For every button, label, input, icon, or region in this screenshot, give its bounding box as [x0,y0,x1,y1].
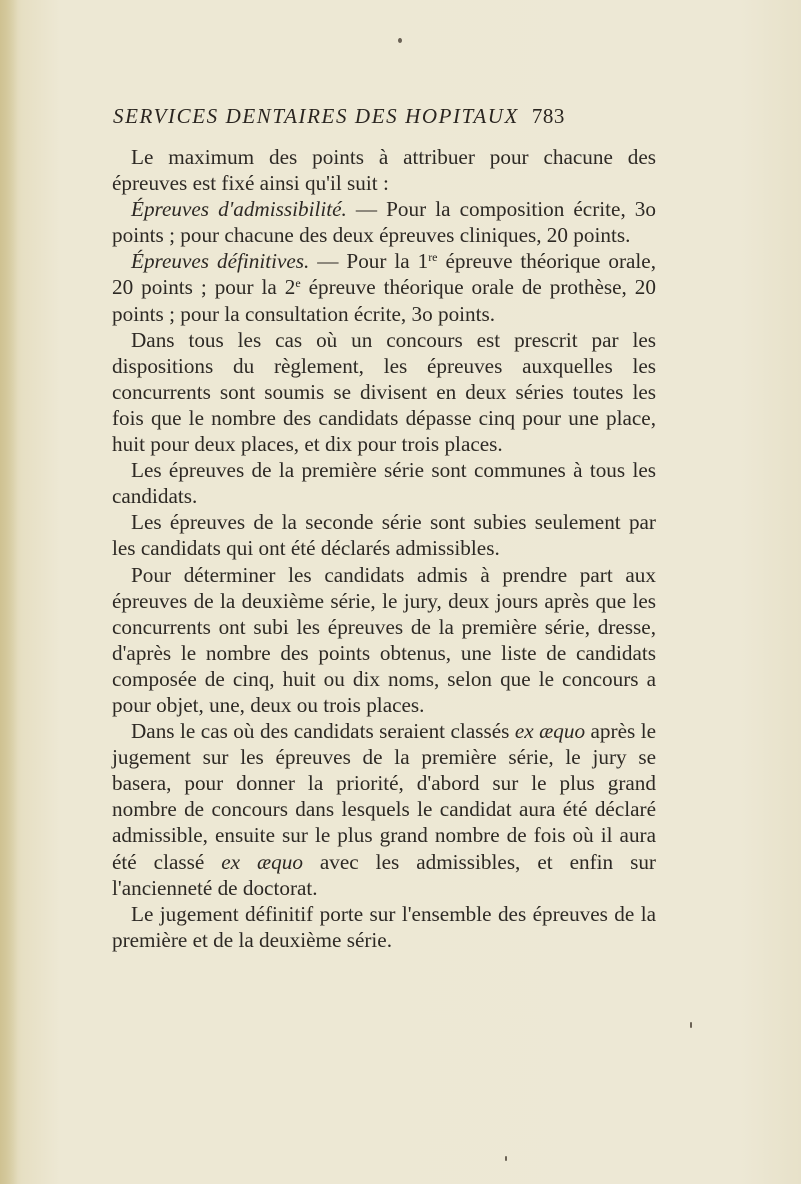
admissibility-label: Épreuves d'admissibilité. [131,197,347,222]
page-number: 783 [531,104,565,128]
running-title: SERVICES DENTAIRES DES HOPITAUX [113,104,519,128]
paragraph-ex-aequo: Dans le cas où des candidats seraient classés ex æquo après le jugement sur les épreuves de la première série, le jury se basera, pour donner la priorité, d'abord sur le plus grand nombre de concours dans lesquels le candidat aura été déclaré admissible, ensuite sur le plus grand nombre de fois où il aura été classé ex æquo avec les admissibles, et enfin sur l'ancienneté de doctorat. [112,719,656,900]
paragraph-second-series: Les épreuves de la seconde série sont subies seulement par les candidats qui ont été déclarés admissibles. [112,510,656,561]
paragraph-final-judgment: Le jugement définitif porte sur l'ensemble des épreuves de la première et de la deuxième série. [112,901,656,952]
paragraph-points-intro: Le maximum des points à attribuer pour chacune des épreuves est fixé ainsi qu'il suit : [112,145,656,196]
paper-speck [690,1022,692,1028]
body-text [112,144,656,953]
binding-edge [0,0,18,1184]
running-head [113,104,673,129]
final-tests-label: Épreuves définitives. [131,249,310,274]
paragraph-admission-list: Pour déterminer les candidats admis à prendre part aux épreuves de la deuxième série, le jury, deux jours après que les concurrents ont subi les épreuves de la première série, dresse, d'après le nombre des points obtenus, une liste de candidats composée de cinq, huit ou dix noms, selon que le concours a pour objet, une, deux ou trois places. [112,562,656,717]
paragraph-two-series: Dans tous les cas où un concours est prescrit par les dispositions du règlement, les épreuves auxquelles les concurrents sont soumis se divisent en deux séries toutes les fois que le nombre des candidats dépasse cinq pour une place, huit pour deux places, et dix pour trois places. [112,327,656,457]
paragraph-admissibility: Épreuves d'admissibilité. — Pour la composition écrite, 3o points ; pour chacune des deux épreuves cliniques, 20 points. [112,197,656,248]
paragraph-final-tests: Épreuves définitives. — Pour la 1re épreuve théorique orale, 20 points ; pour la 2e épreuve théorique orale de prothèse, 20 points ; pour la consultation écrite, 3o points. [112,249,657,326]
paper-speck [505,1156,507,1161]
paper-speck [398,38,402,43]
paragraph-first-series: Les épreuves de la première série sont communes à tous les candidats. [112,458,656,509]
